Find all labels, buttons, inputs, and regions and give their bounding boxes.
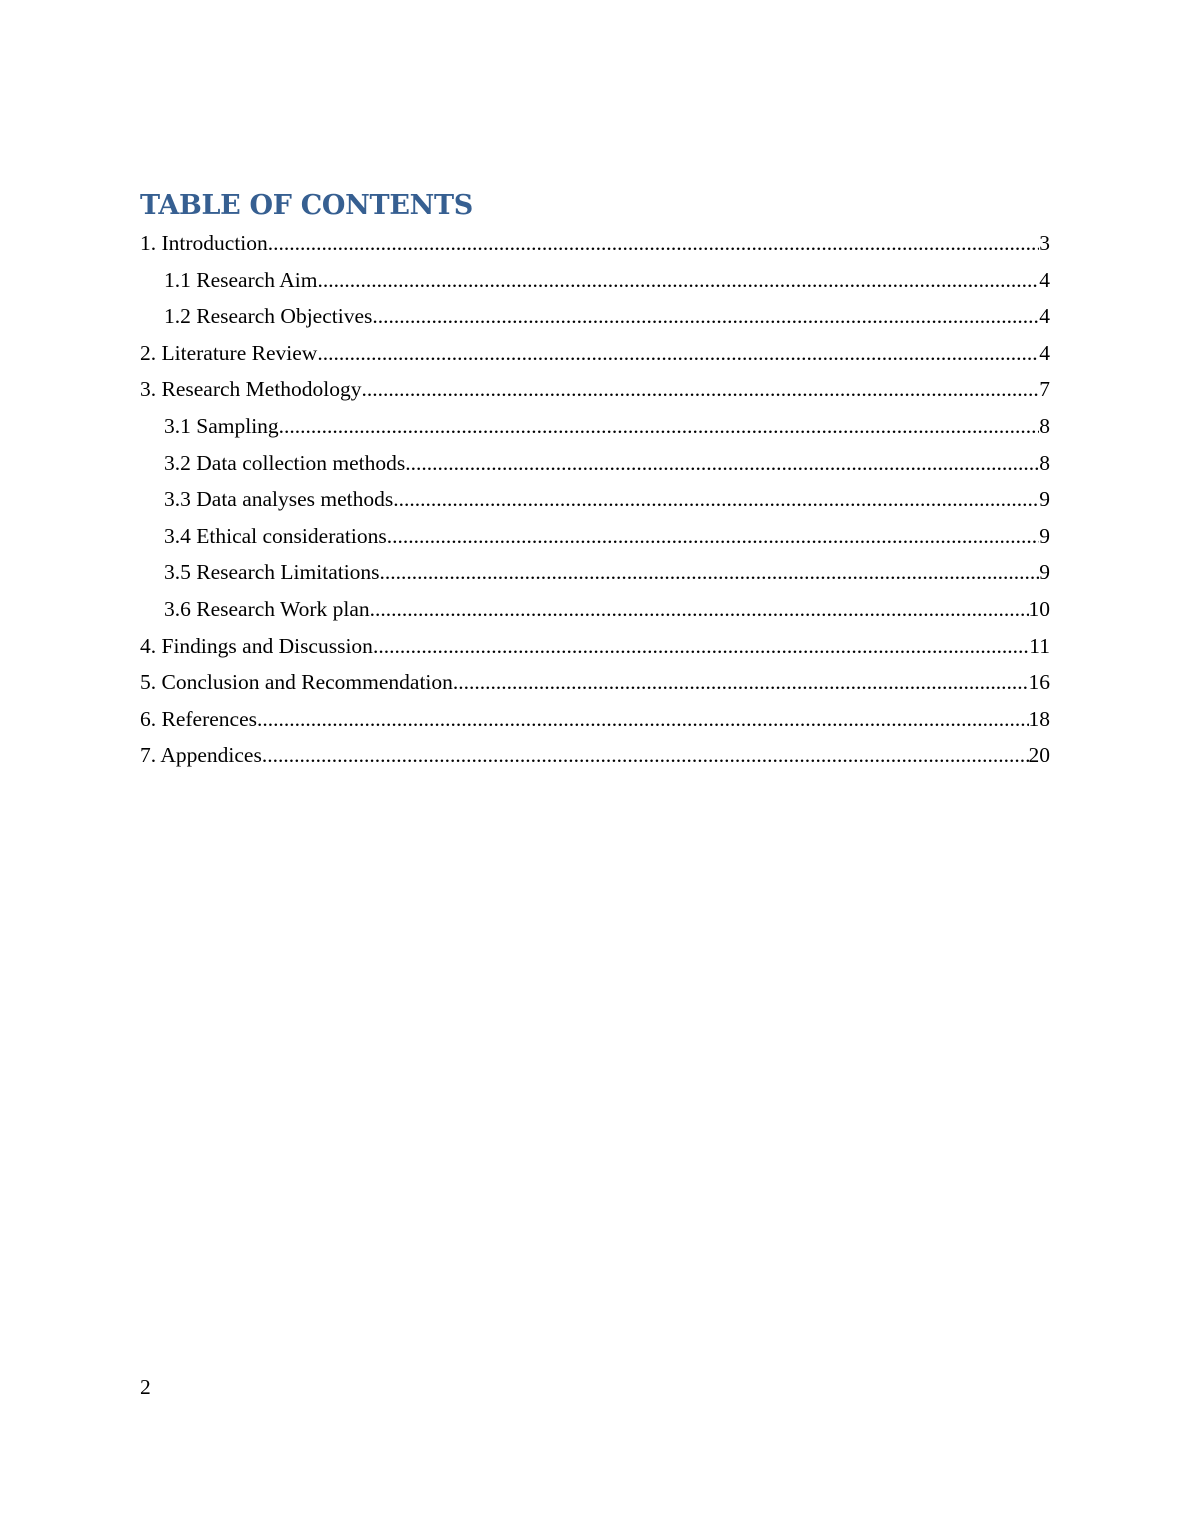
toc-dot-leader xyxy=(370,591,1029,628)
toc-entry-findings-and-discussion[interactable] xyxy=(140,628,1050,665)
toc-entry-label: 3. Research Methodology xyxy=(140,377,362,402)
toc-entry-page: 4 xyxy=(1039,304,1050,329)
toc-entry-label: 4. Findings and Discussion xyxy=(140,633,373,658)
toc-entry-sampling[interactable] xyxy=(140,408,1050,445)
toc-entry-data-collection-methods[interactable] xyxy=(140,445,1050,482)
toc-dot-leader xyxy=(317,262,1039,299)
toc-entry-label: 1.2 Research Objectives xyxy=(164,304,373,329)
toc-entry-research-objectives[interactable] xyxy=(140,298,1050,335)
toc-dot-leader xyxy=(393,481,1039,518)
toc-entry-label: 3.6 Research Work plan xyxy=(164,596,370,621)
toc-entry-label: 7. Appendices xyxy=(140,743,262,768)
toc-entry-page: 11 xyxy=(1029,633,1050,658)
toc-entry-label: 3.4 Ethical considerations xyxy=(164,523,387,548)
toc-dot-leader xyxy=(317,335,1039,372)
toc-entry-label: 1.1 Research Aim xyxy=(164,267,318,292)
toc-dot-leader xyxy=(387,518,1040,555)
toc-dot-leader xyxy=(405,445,1039,482)
toc-entry-label: 3.5 Research Limitations xyxy=(164,560,380,585)
toc-dot-leader xyxy=(373,628,1029,665)
toc-entry-page: 20 xyxy=(1028,743,1050,768)
toc-entry-page: 8 xyxy=(1039,450,1050,475)
toc-entry-conclusion-and-recommendation[interactable] xyxy=(140,664,1050,701)
toc-entry-label: 2. Literature Review xyxy=(140,340,318,365)
toc-entry-page: 4 xyxy=(1039,340,1050,365)
toc-entry-label: 1. Introduction xyxy=(140,231,268,255)
toc-entry-page: 4 xyxy=(1039,267,1050,292)
toc-entry-page: 3 xyxy=(1039,231,1050,255)
toc-dot-leader xyxy=(268,225,1039,262)
toc-dot-leader xyxy=(453,664,1029,701)
toc-entry-label: 3.3 Data analyses methods xyxy=(164,487,394,512)
toc-entry-page: 10 xyxy=(1028,596,1050,621)
toc-entry-page: 9 xyxy=(1039,487,1050,512)
toc-entry-label: 3.1 Sampling xyxy=(164,413,279,438)
toc-entry-page: 9 xyxy=(1039,523,1050,548)
toc-entry-ethical-considerations[interactable] xyxy=(140,518,1050,555)
toc-entry-page: 8 xyxy=(1039,413,1050,438)
toc-dot-leader xyxy=(380,554,1040,591)
toc-dot-leader xyxy=(279,408,1040,445)
toc-dot-leader xyxy=(372,298,1039,335)
toc-entry-literature-review[interactable] xyxy=(140,335,1050,372)
toc-dot-leader xyxy=(257,701,1029,738)
toc-entry-references[interactable] xyxy=(140,701,1050,738)
toc-entry-introduction[interactable] xyxy=(140,225,1050,262)
toc-entry-appendices[interactable] xyxy=(140,737,1050,774)
toc-entry-page: 7 xyxy=(1039,377,1050,402)
toc-entry-research-limitations[interactable] xyxy=(140,554,1050,591)
toc-dot-leader xyxy=(362,371,1040,408)
toc-entry-page: 9 xyxy=(1039,560,1050,585)
toc-heading: TABLE OF CONTENTS xyxy=(140,190,473,221)
toc-entry-research-work-plan[interactable] xyxy=(140,591,1050,628)
toc-entry-page: 18 xyxy=(1028,706,1050,731)
toc-list xyxy=(140,225,1050,774)
toc-entry-research-aim[interactable] xyxy=(140,262,1050,299)
toc-entry-research-methodology[interactable] xyxy=(140,371,1050,408)
page-number: 2 xyxy=(140,1375,151,1399)
toc-entry-label: 6. References xyxy=(140,706,257,731)
toc-entry-label: 3.2 Data collection methods xyxy=(164,450,406,475)
toc-entry-label: 5. Conclusion and Recommendation xyxy=(140,670,453,695)
toc-entry-page: 16 xyxy=(1028,670,1050,695)
toc-dot-leader xyxy=(262,737,1029,774)
toc-entry-data-analyses-methods[interactable] xyxy=(140,481,1050,518)
